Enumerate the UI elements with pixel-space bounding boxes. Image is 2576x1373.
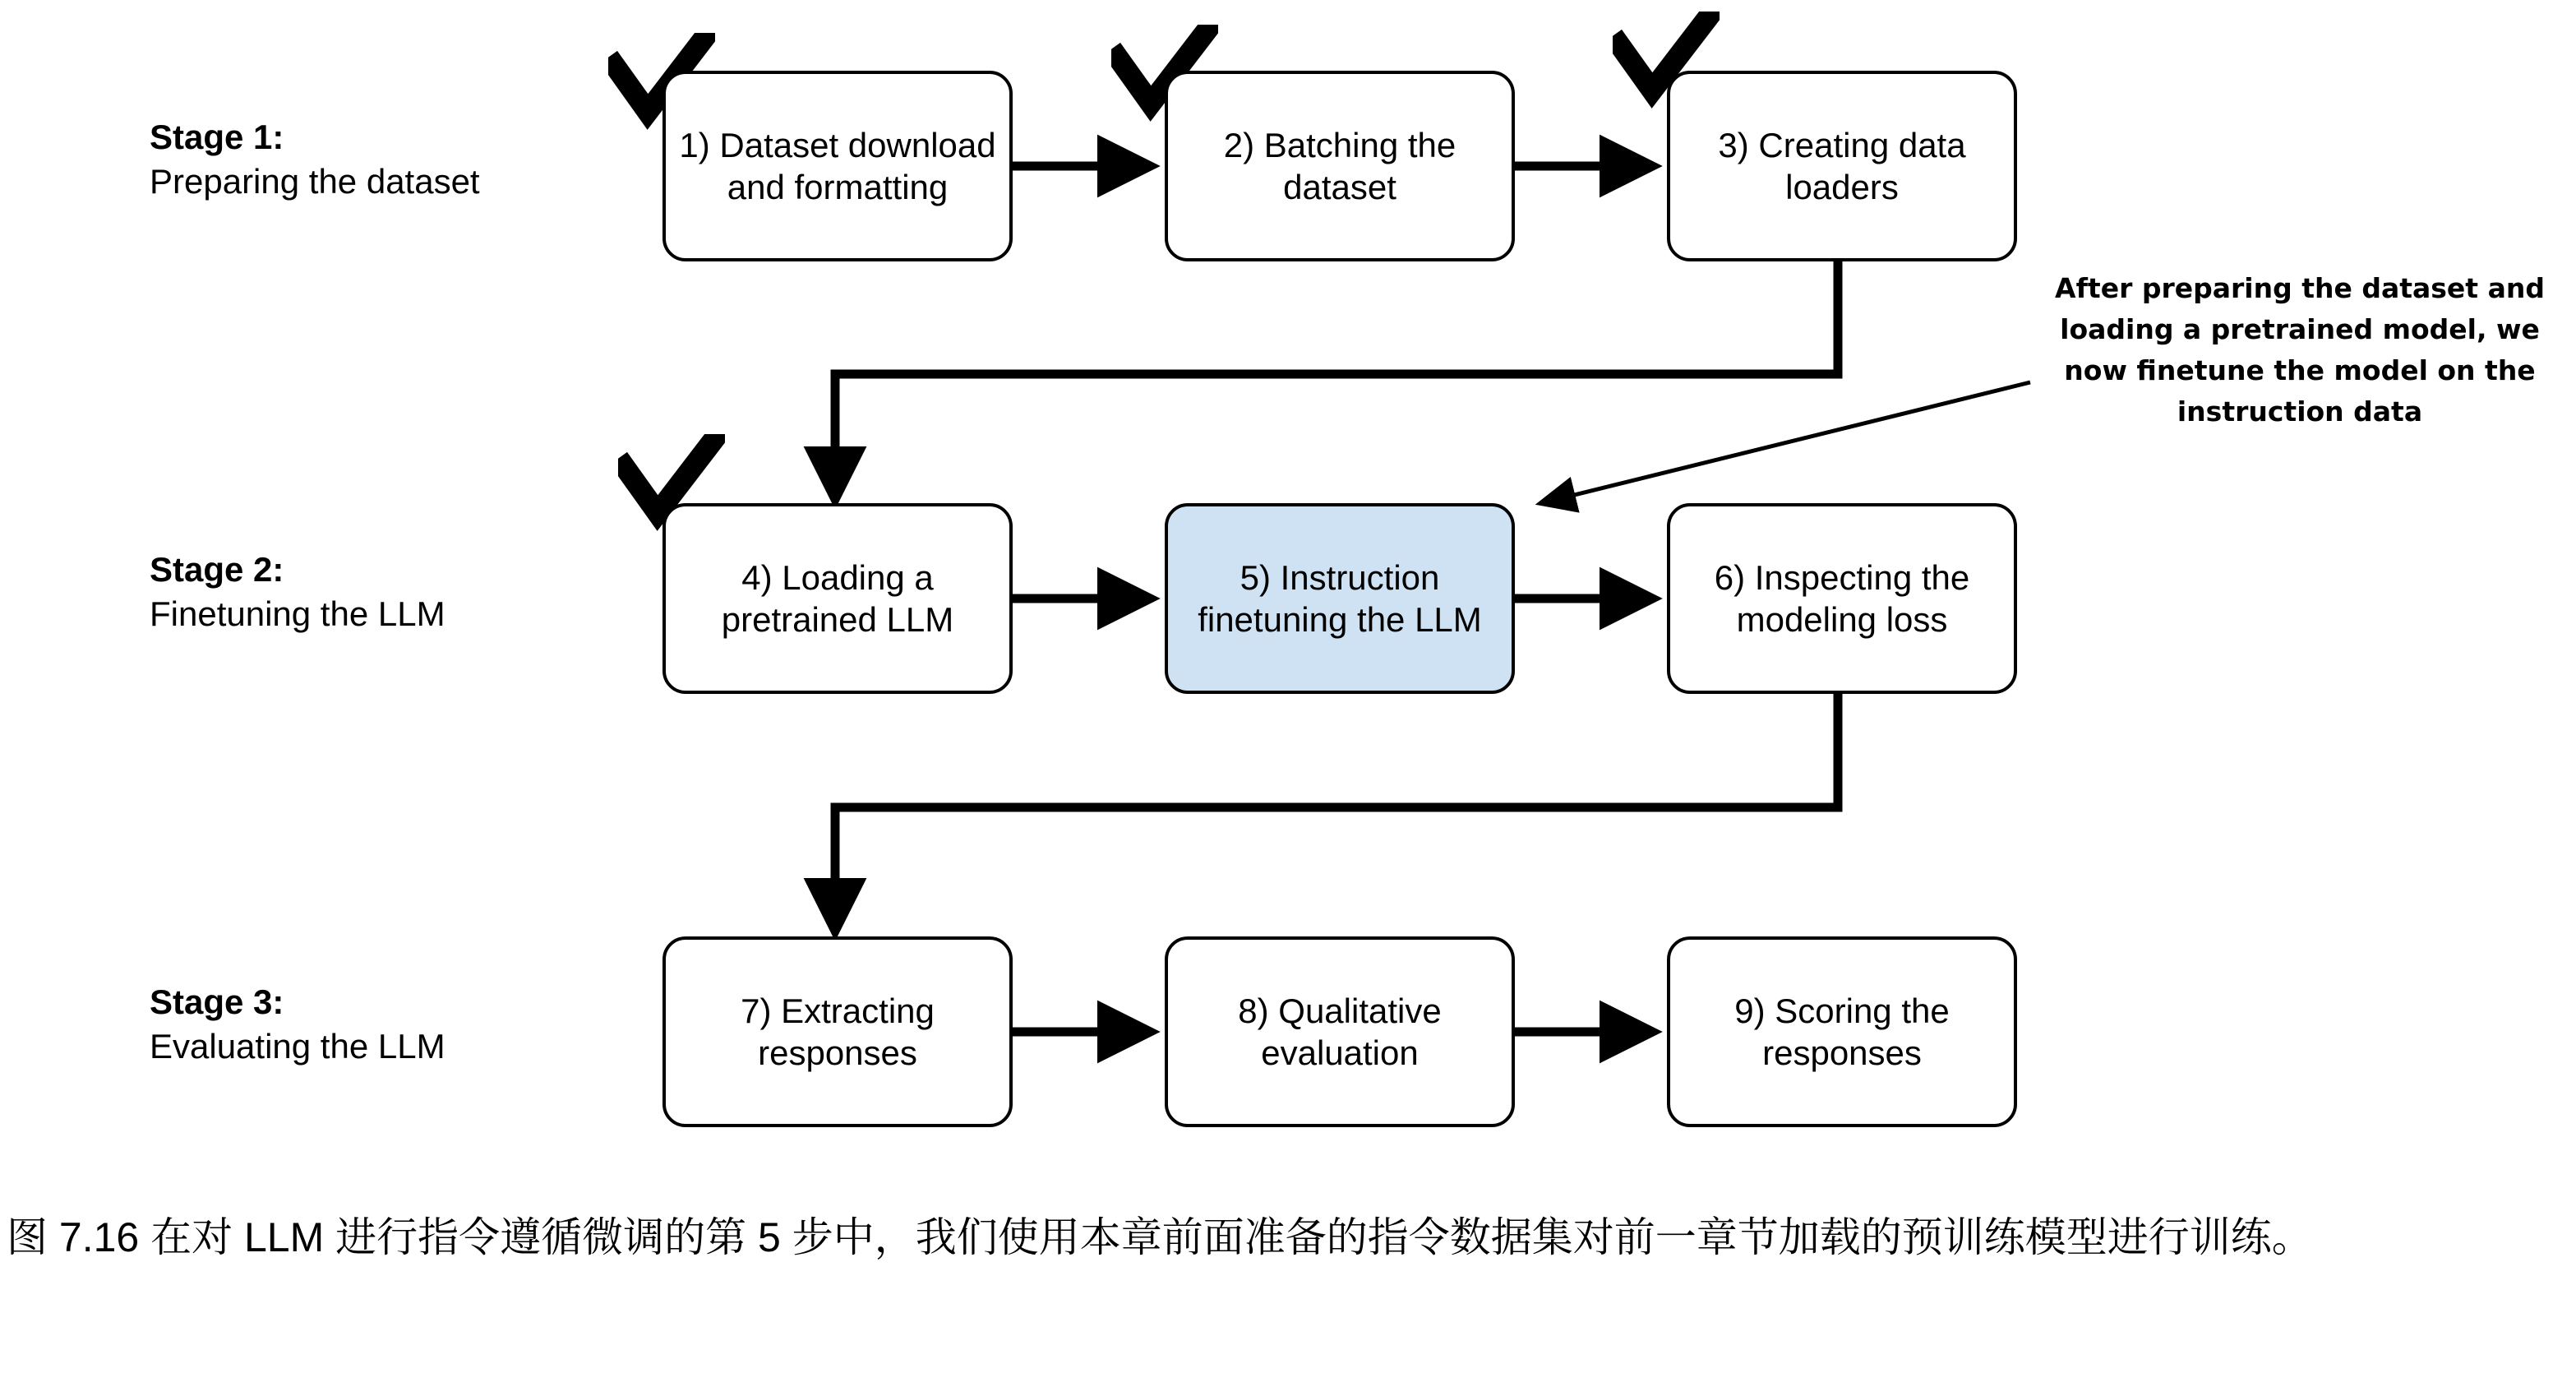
annotation-text: After preparing the dataset and loading a pretrained model, we now finetune the model on the instruction data xyxy=(2055,272,2545,428)
flow-node-9-label: 9) Scoring the responses xyxy=(1734,991,1950,1072)
stage-label-3 xyxy=(150,980,445,1069)
stage-title-3: Stage 3: xyxy=(150,982,284,1021)
flow-node-8[interactable] xyxy=(1165,936,1515,1127)
stage-subtitle-2: Finetuning the LLM xyxy=(150,594,445,633)
flow-node-1-label: 1) Dataset download and formatting xyxy=(679,125,996,206)
flow-node-3[interactable] xyxy=(1667,71,2017,261)
stage-title-2: Stage 2: xyxy=(150,550,284,589)
flow-node-7-label: 7) Extracting responses xyxy=(741,991,935,1072)
flow-node-6-label: 6) Inspecting the modeling loss xyxy=(1714,557,1970,639)
flow-node-4[interactable] xyxy=(662,503,1013,694)
stage-subtitle-1: Preparing the dataset xyxy=(150,161,480,201)
flow-node-9[interactable] xyxy=(1667,936,2017,1127)
figure-caption: 图 7.16 在对 LLM 进行指令遵循微调的第 5 步中，我们使用本章前面准备的指令数据集对前一章节加载的预训练模型进行训练。 xyxy=(7,1214,2313,1260)
stage-title-1: Stage 1: xyxy=(150,118,284,156)
stage-label-1 xyxy=(150,115,480,204)
flow-node-5-label: 5) Instruction finetuning the LLM xyxy=(1198,557,1482,639)
stage-subtitle-3: Evaluating the LLM xyxy=(150,1026,445,1066)
flow-node-5[interactable] xyxy=(1165,503,1515,694)
flow-node-2[interactable] xyxy=(1165,71,1515,261)
flow-node-6[interactable] xyxy=(1667,503,2017,694)
stage-label-2 xyxy=(150,548,445,636)
flow-node-2-label: 2) Batching the dataset xyxy=(1223,125,1457,206)
flow-node-7[interactable] xyxy=(662,936,1013,1127)
flow-node-1[interactable] xyxy=(662,71,1013,261)
flow-node-3-label: 3) Creating data loaders xyxy=(1718,125,1966,206)
flow-node-4-label: 4) Loading a pretrained LLM xyxy=(721,557,954,639)
flow-node-8-label: 8) Qualitative evaluation xyxy=(1238,991,1442,1072)
